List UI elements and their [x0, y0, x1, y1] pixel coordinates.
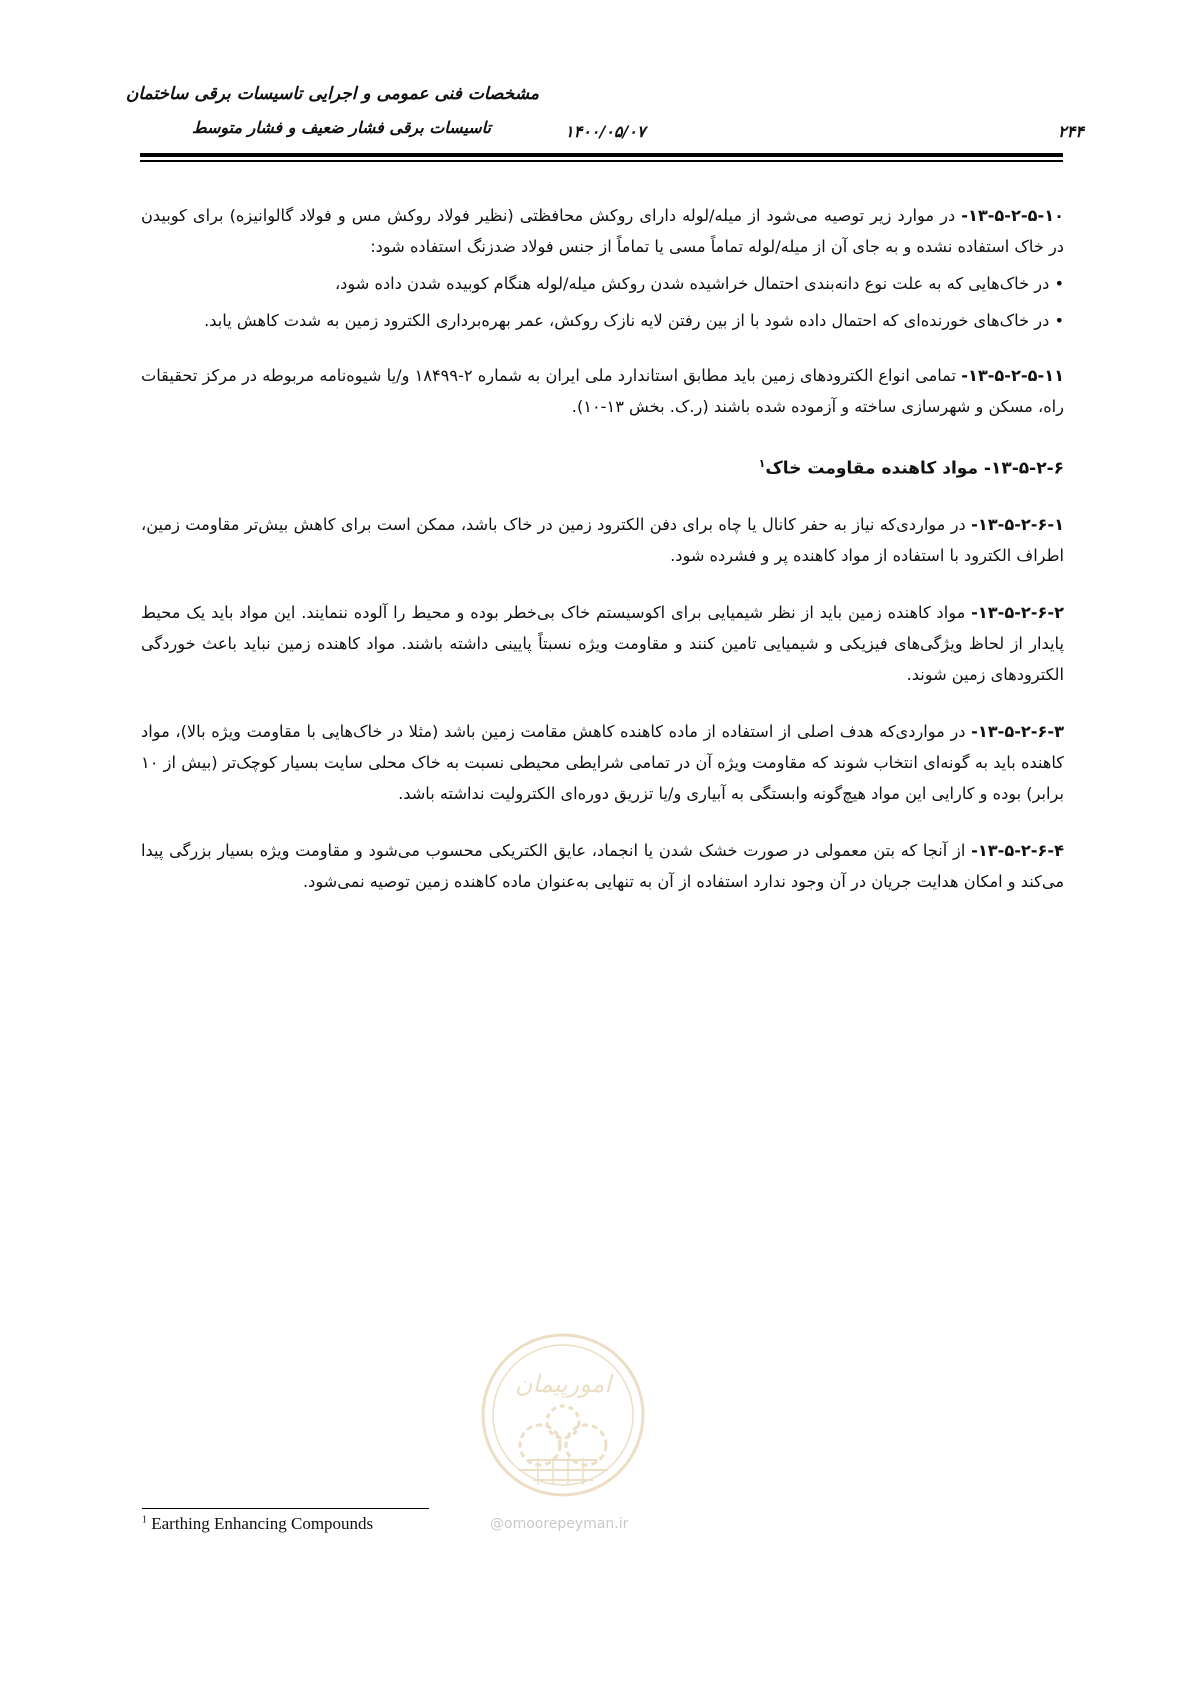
paragraph-13-5-2-5-11 [141, 360, 1064, 422]
clause-number: ۱۳-۵-۲-۶-۴- [971, 840, 1064, 860]
paragraph-13-5-2-6-1 [141, 509, 1064, 571]
clause-text: در موارد زیر توصیه می‌شود از میله/لوله دارای روکش محافظتی (نظیر فولاد روکش مس و فولاد گالوانیزه) برای کوبیدن در خاک استفاده نشده و به جای آن از میله/لوله تماماً مسی یا تماماً از جنس فولاد ضدزنگ استفاده شود: [141, 206, 1064, 256]
footnote-mark: 1 [142, 1514, 147, 1526]
section-heading [141, 448, 1064, 485]
heading-text: ۱۳-۵-۲-۶- مواد کاهنده مقاومت خاک [765, 458, 1064, 479]
list-item [141, 305, 1064, 336]
list-item [141, 268, 1064, 299]
clause-number: ۱۳-۵-۲-۶-۲- [971, 602, 1064, 622]
clause-number: ۱۳-۵-۲-۵-۱۰- [961, 206, 1064, 225]
page-number: ۲۴۴ [1058, 122, 1084, 141]
watermark-logo-text: امورپیمان [514, 1370, 612, 1398]
watermark-url: @omoorepeyman.ir [490, 1516, 629, 1532]
clause-number: ۱۳-۵-۲-۶-۱- [971, 514, 1064, 534]
paragraph-13-5-2-6-2 [141, 597, 1064, 690]
clause-text: در مواردی‌که هدف اصلی از استفاده از ماده کاهنده کاهش مقامت زمین باشد (مثلا در خاک‌هایی با مقاومت ویژه بالا)، مواد کاهنده باید به گونه‌ای انتخاب شوند که مقاومت ویژه آن در تمامی شرایطی محیطی نسبت به خاک محلی سایت بسیار کوچک‌تر (بیش از ۱۰ برابر) بوده و کارایی این مواد هیچ‌گونه وابستگی به آبیاری و/یا تزریق دوره‌ای الکترولیت نداشته باشد. [141, 721, 1064, 803]
clause-number: ۱۳-۵-۲-۵-۱۱- [961, 366, 1064, 385]
bullet-list [141, 268, 1064, 336]
watermark-logo-icon [478, 1330, 648, 1500]
footnote-rule [142, 1508, 429, 1509]
clause-number: ۱۳-۵-۲-۶-۳- [971, 721, 1064, 741]
bullet-icon: • [1049, 274, 1064, 293]
bullet-icon: • [1049, 311, 1064, 330]
footnote [142, 1514, 373, 1534]
footnote-reference[interactable]: ۱ [758, 457, 766, 470]
paragraph-13-5-2-6-3 [141, 716, 1064, 809]
header-rule-thin [140, 160, 1063, 162]
list-item-text: در خاک‌های خورنده‌ای که احتمال داده شود با از بین رفتن لایه نازک روکش، عمر بهره‌برداری الکترود زمین به شدت کاهش یابد. [204, 311, 1050, 330]
chapter-subtitle: تاسیسات برقی فشار ضعیف و فشار متوسط [191, 118, 491, 137]
list-item-text: در خاک‌هایی که به علت نوع دانه‌بندی احتمال خراشیده شدن روکش میله/لوله هنگام کوبیده شدن داده شود، [334, 274, 1050, 293]
paragraph-13-5-2-6-4 [141, 835, 1064, 897]
footnote-text: Earthing Enhancing Compounds [151, 1514, 374, 1533]
clause-text: از آنجا که بتن معمولی در صورت خشک شدن یا انجماد، عایق الکتریکی محسوب می‌شود و مقاومت ویژه بسیار بزرگی پیدا می‌کند و امکان هدایت جریان در آن وجود ندارد استفاده از آن به تنهایی به‌عنوان ماده کاهنده زمین توصیه نمی‌شود. [141, 840, 1064, 891]
clause-text: تمامی انواع الکترودهای زمین باید مطابق استاندارد ملی ایران به شماره ۲-۱۸۴۹۹ و/یا شیوه‌نامه مربوطه در مرکز تحقیقات راه، مسکن و شهرسازی ساخته و آزموده شده باشند (ر.ک. بخش ۱۳-۱۰). [141, 366, 1064, 416]
document-title: مشخصات فنی عمومی و اجرایی تاسیسات برقی ساختمان [125, 84, 539, 104]
header-date: ۱۴۰۰/۰۵/۰۷ [565, 122, 646, 141]
clause-text: در مواردی‌که نیاز به حفر کانال یا چاه برای دفن الکترود زمین در خاک باشد، ممکن است برای کاهش بیش‌تر مقاومت زمین، اطراف الکترود با استفاده از مواد کاهنده پر و فشرده شود. [141, 514, 1064, 565]
paragraph-13-5-2-5-10 [141, 200, 1064, 262]
clause-text: مواد کاهنده زمین باید از نظر شیمیایی برای اکوسیستم خاک بی‌خطر بوده و محیط را آلوده ننمایند. این مواد باید یک محیط پایدار از لحاظ ویژگی‌های فیزیکی و شیمیایی تامین کنند و مقاومت ویژه نسبتاً پایینی داشته باشند. مواد کاهنده زمین نباید باعث خوردگی الکترودهای زمین شوند. [141, 602, 1064, 684]
body-text [141, 200, 1064, 923]
header-rule-thick [140, 153, 1063, 157]
